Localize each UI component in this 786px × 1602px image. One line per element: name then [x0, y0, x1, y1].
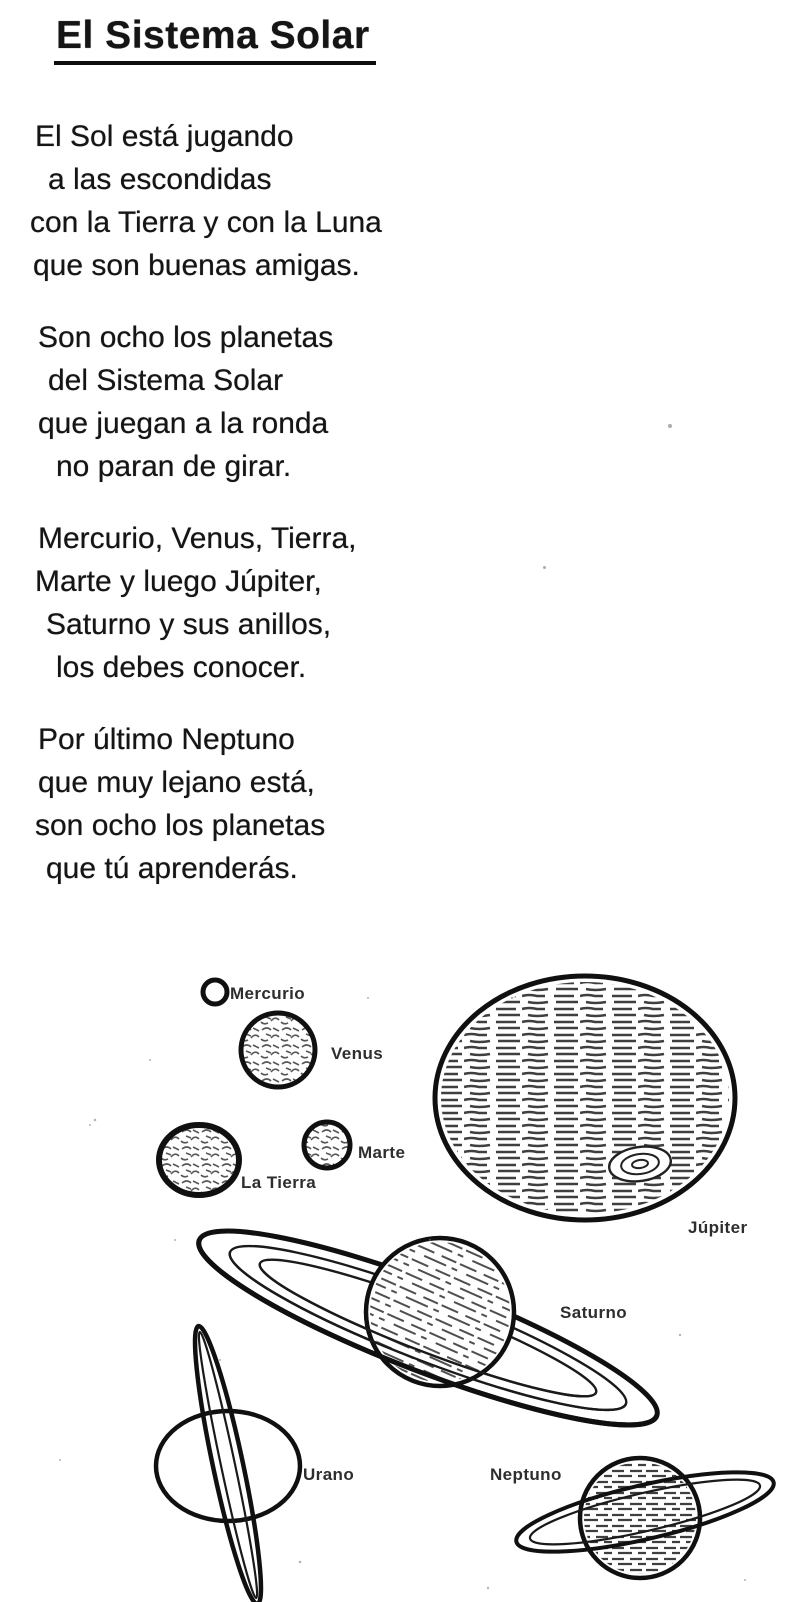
poem [0, 115, 786, 890]
mercurio-planet [203, 980, 227, 1004]
poem-stanza-1 [0, 115, 786, 287]
poem-line: Saturno y sus anillos, [46, 608, 332, 641]
poem-line: Mercurio, Venus, Tierra, [38, 522, 357, 555]
scan-noise [543, 566, 546, 569]
poem-stanza-3 [0, 517, 786, 689]
jupiter-planet [435, 976, 735, 1220]
poem-line: que tú aprenderás. [46, 852, 298, 885]
tierra-planet [159, 1125, 239, 1195]
label-marte: Marte [358, 1143, 406, 1162]
poem-line: que muy lejano está, [38, 766, 315, 799]
page-title: El Sistema Solar [54, 14, 376, 65]
label-jupiter: Júpiter [688, 1218, 748, 1237]
poem-line: que juegan a la ronda [38, 407, 329, 440]
venus-planet [241, 1013, 315, 1087]
poem-line: son ocho los planetas [35, 809, 326, 842]
label-tierra: La Tierra [241, 1173, 317, 1192]
marte-planet [304, 1122, 350, 1168]
poem-line: Por último Neptuno [38, 723, 295, 756]
label-venus: Venus [331, 1044, 384, 1063]
poem-line: los debes conocer. [56, 651, 307, 684]
poem-line: con la Tierra y con la Luna [30, 206, 382, 239]
scan-noise [668, 424, 672, 428]
label-mercurio: Mercurio [230, 984, 305, 1003]
label-urano: Urano [303, 1465, 355, 1484]
saturno-planet [366, 1238, 514, 1386]
poem-line: del Sistema Solar [48, 364, 284, 397]
label-neptuno: Neptuno [490, 1465, 562, 1484]
poem-stanza-4 [0, 718, 786, 890]
label-saturno: Saturno [560, 1303, 628, 1322]
poem-stanza-2 [0, 316, 786, 488]
poem-line: a las escondidas [48, 163, 272, 196]
poem-line: que son buenas amigas. [33, 249, 360, 282]
poem-line: Son ocho los planetas [38, 321, 334, 354]
solar-system-drawing [0, 940, 786, 1602]
poem-line: El Sol está jugando [35, 120, 294, 153]
poem-line: Marte y luego Júpiter, [35, 565, 322, 598]
poem-line: no paran de girar. [56, 450, 292, 483]
